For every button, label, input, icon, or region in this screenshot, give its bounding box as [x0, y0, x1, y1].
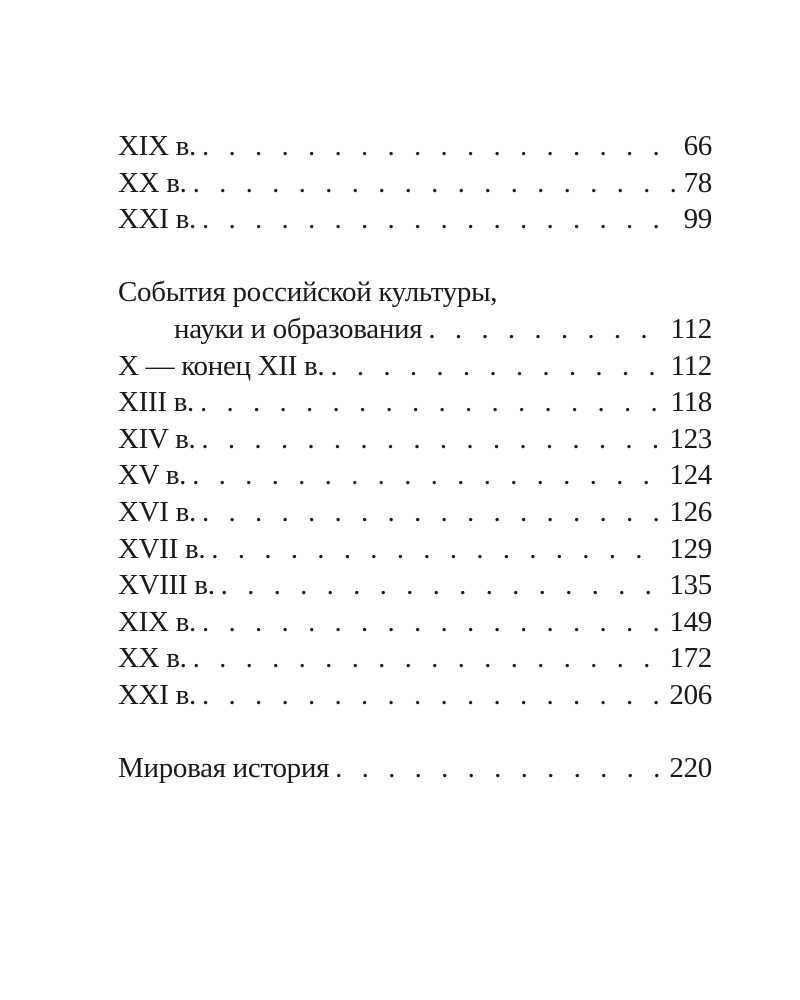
toc-row[interactable] — [118, 165, 712, 202]
dot-leader — [330, 348, 664, 385]
dot-leader — [200, 384, 664, 421]
toc-row[interactable] — [118, 677, 712, 714]
dot-leader — [201, 421, 663, 458]
toc-label: XIV в. — [118, 422, 196, 455]
toc-page-number: 118 — [670, 386, 712, 419]
toc-label: X — конец XII в. — [118, 349, 325, 382]
toc-label: XIII в. — [118, 386, 195, 419]
dot-leader — [193, 165, 678, 202]
dot-leader — [202, 494, 663, 531]
toc-label: XIX в. — [118, 130, 196, 162]
toc-row[interactable] — [118, 201, 712, 238]
toc-row[interactable] — [118, 531, 712, 568]
toc-label: XVI в. — [118, 495, 196, 528]
section-gap — [118, 238, 712, 275]
dot-leader — [211, 531, 663, 568]
toc-page-number: 172 — [669, 642, 712, 675]
section-heading-row[interactable] — [118, 311, 712, 348]
dot-leader — [202, 128, 678, 165]
toc-row[interactable] — [118, 384, 712, 421]
toc-page-number: 149 — [669, 605, 712, 638]
toc-page-number: 126 — [669, 495, 712, 528]
dot-leader — [192, 457, 663, 494]
toc-row[interactable] — [118, 640, 712, 677]
toc-label: Мировая история — [118, 752, 330, 785]
toc-page-number: 112 — [670, 312, 712, 345]
toc-row[interactable] — [118, 494, 712, 531]
toc-label: XXI в. — [118, 203, 196, 236]
toc-label: XIX в. — [118, 605, 196, 638]
toc-page-number: 206 — [669, 678, 712, 711]
toc-row-world-history[interactable] — [118, 750, 712, 787]
dot-leader — [202, 677, 663, 714]
dot-leader — [221, 567, 664, 604]
table-of-contents — [118, 128, 712, 787]
toc-page-number: 123 — [669, 422, 712, 455]
toc-row[interactable] — [118, 348, 712, 385]
toc-row[interactable] — [118, 457, 712, 494]
section-heading: События российской культуры, — [118, 276, 498, 309]
dot-leader — [335, 750, 663, 787]
toc-row[interactable] — [118, 604, 712, 641]
dot-leader — [202, 201, 678, 238]
toc-label: XV в. — [118, 459, 187, 492]
dot-leader — [428, 311, 664, 348]
toc-label: XVIII в. — [118, 569, 215, 602]
toc-page-number: 129 — [669, 532, 712, 565]
section-heading-continuation: науки и образования — [174, 312, 423, 345]
toc-page-number: 220 — [669, 752, 712, 785]
toc-page-number: 78 — [683, 166, 712, 199]
toc-page-number: 99 — [683, 203, 712, 236]
toc-label: XX в. — [118, 166, 187, 199]
section-gap — [118, 714, 712, 751]
toc-label: XVII в. — [118, 532, 206, 565]
toc-row[interactable] — [118, 421, 712, 458]
toc-row[interactable] — [118, 128, 712, 165]
toc-row[interactable] — [118, 567, 712, 604]
dot-leader — [202, 604, 663, 641]
toc-page-number: 124 — [669, 459, 712, 492]
toc-page-number: 66 — [683, 130, 712, 162]
toc-page-number: 112 — [670, 349, 712, 382]
dot-leader — [193, 640, 664, 677]
toc-label: XXI в. — [118, 678, 196, 711]
toc-label: XX в. — [118, 642, 187, 675]
toc-page-number: 135 — [669, 569, 712, 602]
